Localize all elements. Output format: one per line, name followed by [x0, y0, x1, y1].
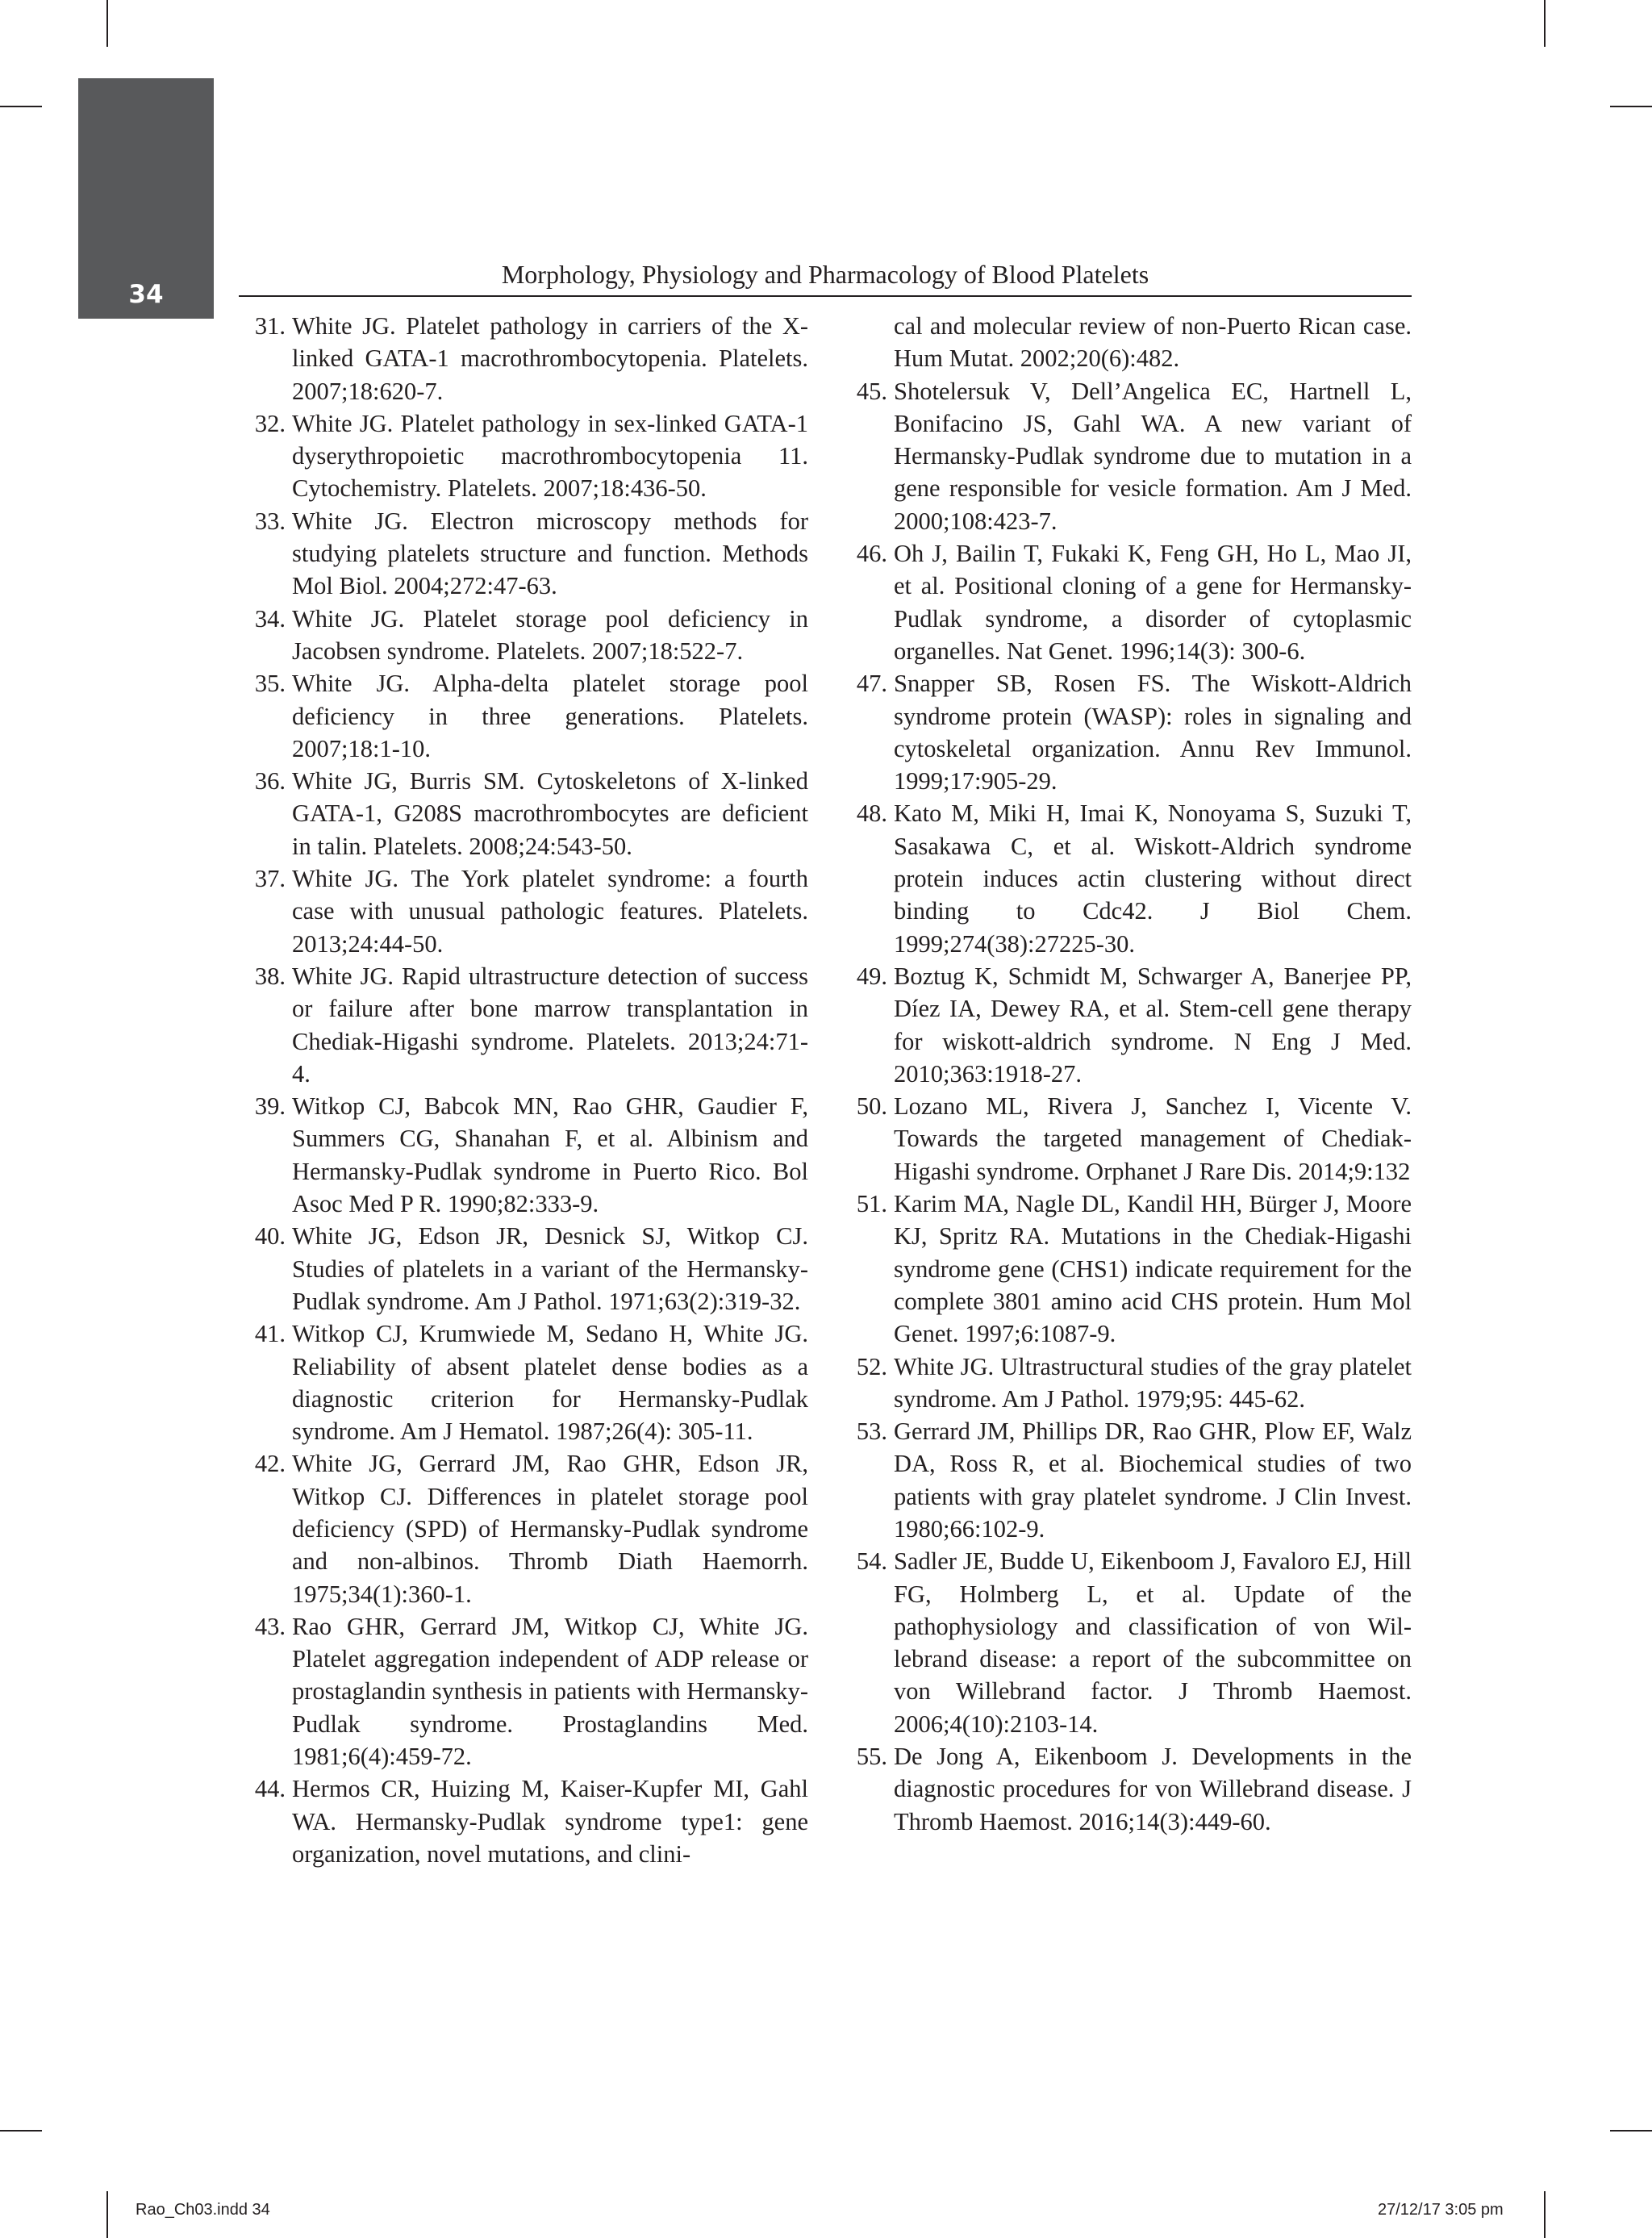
reference-text: White JG. Rapid ultrastructure detection of success or failure after bone marrow transplantation in Chediak-Higashi syndrome. Platelets. 2013;24:71-4.: [292, 962, 808, 1088]
reference-text: Snapper SB, Rosen FS. The Wiskott-Aldrich syndrome protein (WASP): roles in signaling and cytoskeletal organization. Annu Rev Immunol. 1999;17:905-29.: [894, 670, 1412, 795]
reference-item: [841, 797, 1412, 959]
crop-mark: [1544, 2191, 1546, 2238]
reference-item: [841, 537, 1412, 667]
reference-item: [239, 1317, 808, 1447]
reference-number: 35.: [254, 670, 286, 698]
crop-mark: [0, 2130, 42, 2132]
reference-number: 48.: [856, 800, 887, 828]
reference-text: De Jong A, Eikenboom J. Developments in the diagnostic procedures for von Willebrand disease. J Thromb Haemost. 2016;14(3):449-60.: [894, 1743, 1412, 1835]
reference-number: 37.: [254, 865, 286, 893]
reference-text: Witkop CJ, Babcok MN, Rao GHR, Gaudier F, Summers CG, Shanahan F, et al. Albinism and Hermansky-Pudlak syndrome in Puerto Rico. Bol Asoc Med P R. 1990;82:333-9.: [292, 1092, 808, 1218]
reference-number: 31.: [254, 312, 286, 340]
reference-text: Boztug K, Schmidt M, Schwarger A, Banerjee PP, Díez IA, Dewey RA, et al. Stem-cell gene therapy for wiskott-aldrich syndrome. N Eng J Med. 2010;363:1918-27.: [894, 962, 1412, 1088]
reference-text: White JG. Alpha-delta platelet storage pool deficiency in three generations. Platelets. 2007;18:1-10.: [292, 670, 808, 762]
reference-number: 50.: [856, 1092, 887, 1121]
reference-item: [239, 407, 808, 505]
header-rule: [239, 295, 1412, 297]
footer-datetime: 27/12/17 3:05 pm: [1378, 2201, 1504, 2219]
reference-continuation: [841, 310, 1412, 375]
reference-text: White JG, Burris SM. Cytoskeletons of X-linked GATA-1, G208S macrothrombocytes are deficient in talin. Platelets. 2008;24:543-50.: [292, 767, 808, 860]
reference-number: 49.: [856, 962, 887, 990]
reference-item: [239, 505, 808, 603]
reference-item: [841, 1188, 1412, 1350]
reference-column-left: [239, 310, 808, 1870]
reference-text: White JG. Ultrastructural studies of the gray platelet syndrome. Am J Pathol. 1979;95: 445-62.: [894, 1352, 1412, 1413]
reference-text: Kato M, Miki H, Imai K, Nonoyama S, Suzuki T, Sasakawa C, et al. Wiskott-Aldrich syndrome protein induces actin clustering without direct binding to Cdc42. J Biol Chem. 1999;274(38):27225-30.: [894, 800, 1412, 958]
reference-text: White JG. Platelet storage pool deficiency in Jacobsen syndrome. Platelets. 2007;18:522-7.: [292, 604, 808, 665]
reference-item: [841, 375, 1412, 537]
reference-text: Oh J, Bailin T, Fukaki K, Feng GH, Ho L, Mao JI, et al. Positional cloning of a gene for Hermansky-Pudlak syndrome, a disorder of cytoplasmic organelles. Nat Genet. 1996;14(3): 300-6.: [894, 540, 1412, 665]
reference-text: Karim MA, Nagle DL, Kandil HH, Bürger J, Moore KJ, Spritz RA. Mutations in the Chediak-Higashi syndrome gene (CHS1) indicate requirement for the complete 3801 amino acid CHS protein. Hum Mol Genet. 1997;6:1087-9.: [894, 1190, 1412, 1348]
running-head: Morphology, Physiology and Pharmacology of Blood Platelets: [501, 260, 1149, 289]
reference-text: Witkop CJ, Krumwiede M, Sedano H, White JG. Reliability of absent platelet dense bodies as a diagnostic criterion for Hermansky-Pudlak syndrome. Am J Hematol. 1987;26(4): 305-11.: [292, 1320, 808, 1446]
reference-item: [239, 1447, 808, 1610]
reference-item: [841, 1090, 1412, 1188]
reference-item: [841, 667, 1412, 797]
reference-number: 55.: [856, 1743, 887, 1771]
reference-item: [841, 1740, 1412, 1838]
reference-number: 53.: [856, 1418, 887, 1446]
reference-number: 38.: [254, 962, 286, 990]
reference-text: Gerrard JM, Phillips DR, Rao GHR, Plow EF, Walz DA, Ross R, et al. Biochemical studies of two patients with gray platelet syndrome. J Clin Invest. 1980;66:102-9.: [894, 1418, 1412, 1543]
reference-text: Rao GHR, Gerrard JM, Witkop CJ, White JG. Platelet aggregation independent of ADP release or prostaglandin synthesis in patients with Hermansky-Pudlak syndrome. Prostaglandins Med. 1981;6(4):459-72.: [292, 1612, 808, 1771]
reference-item: [841, 1415, 1412, 1545]
reference-text: White JG. Platelet pathology in sex-linked GATA-1 dyserythropoietic macrothrombocytopenia 11. Cytochemistry. Platelets. 2007;18:436-50.: [292, 409, 808, 503]
crop-mark: [1610, 106, 1652, 107]
reference-item: [239, 1610, 808, 1772]
reference-number: 32.: [254, 409, 286, 437]
crop-mark: [1544, 0, 1546, 47]
reference-item: [239, 1220, 808, 1317]
reference-number: 43.: [254, 1612, 286, 1640]
reference-item: [239, 667, 808, 765]
reference-item: [239, 862, 808, 960]
crop-mark: [0, 106, 42, 107]
reference-number: 33.: [254, 507, 286, 535]
reference-text: White JG. Platelet pathology in carriers of the X-linked GATA-1 macrothrombocytopenia. Platelets. 2007;18:620-7.: [292, 312, 808, 405]
reference-text: Lozano ML, Rivera J, Sanchez I, Vicente V. Towards the targeted management of Chediak-Higashi syndrome. Orphanet J Rare Dis. 2014;9:132: [894, 1092, 1412, 1185]
reference-number: 54.: [856, 1547, 887, 1576]
reference-item: [239, 310, 808, 407]
page-number-tab: [78, 78, 214, 319]
reference-number: 41.: [254, 1320, 286, 1348]
reference-number: 46.: [856, 540, 887, 568]
reference-number: 52.: [856, 1352, 887, 1380]
reference-item: [841, 1545, 1412, 1740]
reference-column-right: [841, 310, 1412, 1838]
reference-item: [239, 1090, 808, 1220]
reference-number: 47.: [856, 670, 887, 698]
reference-text: Hermos CR, Huizing M, Kaiser-Kupfer MI, Gahl WA. Hermansky-Pudlak syndrome type1: gene organization, novel mutations, and clini-: [292, 1775, 808, 1868]
reference-item: [239, 765, 808, 862]
reference-item: [841, 1351, 1412, 1416]
reference-number: 51.: [856, 1190, 887, 1218]
crop-mark: [106, 2191, 108, 2238]
reference-text: Shotelersuk V, Dell’Angelica EC, Hartnell L, Bonifacino JS, Gahl WA. A new variant of Hermansky-Pudlak syndrome due to mutation in a gene responsible for vesicle formation. Am J Med. 2000;108:423-7.: [894, 377, 1412, 535]
reference-number: 42.: [254, 1450, 286, 1478]
reference-text: White JG, Edson JR, Desnick SJ, Witkop CJ. Studies of platelets in a variant of the Hermansky-Pudlak syndrome. Am J Pathol. 1971;63(2):319-32.: [292, 1222, 808, 1315]
footer-file: Rao_Ch03.indd 34: [136, 2201, 270, 2219]
reference-text: White JG, Gerrard JM, Rao GHR, Edson JR, Witkop CJ. Differences in platelet storage pool deficiency (SPD) of Hermansky-Pudlak syndrome and non-albinos. Thromb Diath Haemorrh. 1975;34(1):360-1.: [292, 1450, 808, 1608]
reference-number: 36.: [254, 767, 286, 795]
reference-text: cal and molecular review of non-Puerto Rican case. Hum Mutat. 2002;20(6):482.: [894, 312, 1412, 373]
reference-item: [239, 960, 808, 1090]
page-number: 34: [128, 280, 164, 309]
reference-text: White JG. Electron microscopy methods for studying platelets structure and function. Methods Mol Biol. 2004;272:47-63.: [292, 507, 808, 600]
reference-number: 40.: [254, 1222, 286, 1251]
reference-number: 39.: [254, 1092, 286, 1121]
reference-item: [239, 603, 808, 668]
reference-number: 45.: [856, 377, 887, 405]
reference-item: [239, 1772, 808, 1870]
crop-mark: [1610, 2130, 1652, 2132]
reference-text: White JG. The York platelet syndrome: a fourth case with unusual pathologic features. Platelets. 2013;24:44-50.: [292, 865, 808, 958]
reference-number: 44.: [254, 1775, 286, 1803]
reference-item: [841, 960, 1412, 1090]
reference-text: Sadler JE, Budde U, Eikenboom J, Favaloro EJ, Hill FG, Holmberg L, et al. Update of the pathophysiology and classification of von Willebrand disease: a report of the subcommittee on von Willebrand factor. J Thromb Haemost. 2006;4(10):2103-14.: [894, 1547, 1412, 1738]
crop-mark: [106, 0, 108, 47]
reference-number: 34.: [254, 604, 286, 633]
